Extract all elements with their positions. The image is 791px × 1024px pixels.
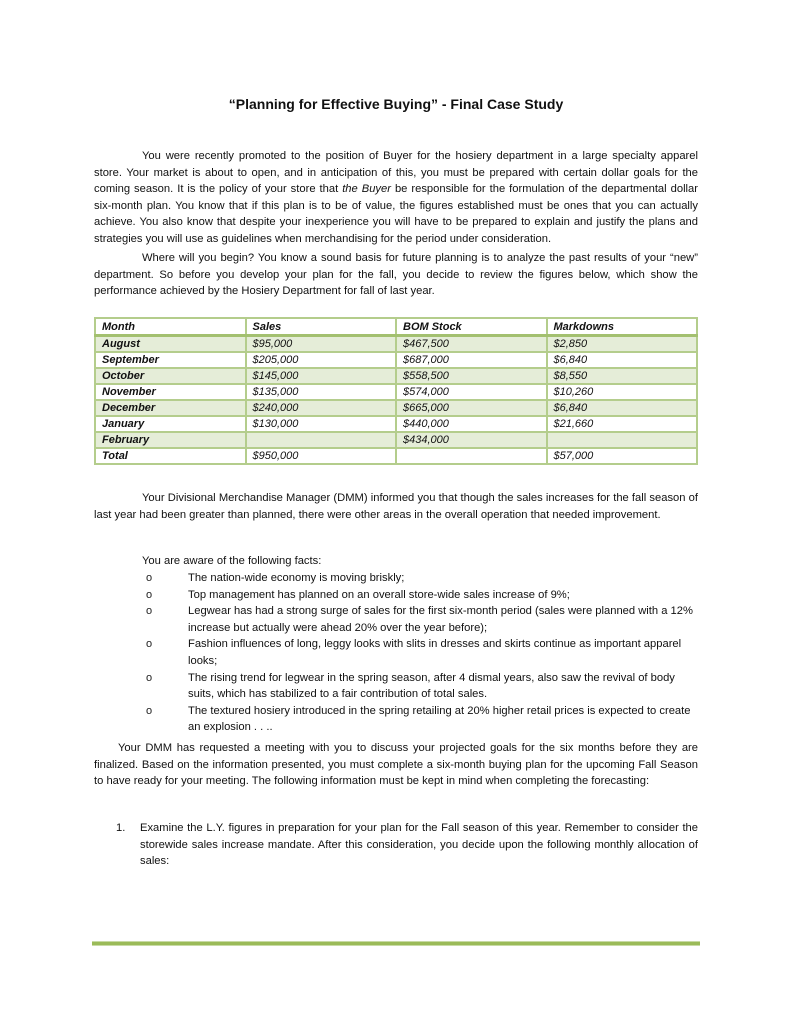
cell-markdowns: $2,850: [547, 336, 698, 353]
fact-text: Legwear has had a strong surge of sales for the first six-month period (sales were planned with a 12% increase but actually were ahead 20% over the year before);: [188, 605, 693, 634]
header-month: Month: [95, 318, 246, 336]
facts-list: [142, 570, 698, 736]
cell-sales: $135,000: [246, 384, 397, 400]
cell-markdowns: $57,000: [547, 448, 698, 464]
cell-bom: $687,000: [396, 352, 547, 368]
meeting-paragraph: Your DMM has requested a meeting with you to discuss your projected goals for the six months before they are finalized. Based on the information presented, you must complete a six-month buying plan for the upcoming Fall Season to have ready for your meeting. The following information must be kept in mind when completing the forecasting:: [94, 742, 698, 788]
intro-italic-buyer: the Buyer: [342, 183, 391, 196]
header-sales: Sales: [246, 318, 397, 336]
cell-markdowns: $10,260: [547, 384, 698, 400]
cell-month: November: [95, 384, 246, 400]
list-item: [94, 820, 698, 870]
intro-text-start: You were recently promoted to the position of Buyer for the hosiery department in a large specialty apparel store. Your market is about to open, and in anticipation of this, you must be prepared with certain dollar goals for the coming season. It is the policy of your store that: [94, 150, 698, 196]
table-header-row: [95, 318, 697, 336]
last-year-figures-table: [94, 317, 698, 465]
table-row: [95, 352, 697, 368]
list-item: [142, 703, 698, 736]
cell-bom: $665,000: [396, 400, 547, 416]
cell-sales: $205,000: [246, 352, 397, 368]
fact-text: The nation-wide economy is moving briskly;: [188, 572, 405, 584]
cell-sales: $950,000: [246, 448, 397, 464]
cell-month: Total: [95, 448, 246, 464]
cell-bom: $558,500: [396, 368, 547, 384]
cell-bom: [396, 448, 547, 464]
cell-month: January: [95, 416, 246, 432]
table-row: [95, 368, 697, 384]
dmm-paragraph: Your Divisional Merchandise Manager (DMM) informed you that though the sales increases for the fall season of last year had been greater than planned, there were other areas in the overall operation that needed improvement.: [94, 492, 698, 521]
cell-sales: [246, 432, 397, 448]
table-row: [95, 432, 697, 448]
cell-month: February: [95, 432, 246, 448]
list-item: [142, 570, 698, 587]
cell-sales: $240,000: [246, 400, 397, 416]
table-row: [95, 384, 697, 400]
cell-markdowns: $6,840: [547, 400, 698, 416]
list-item: [142, 636, 698, 669]
cell-month: October: [95, 368, 246, 384]
list-item: [142, 603, 698, 636]
list-item: [142, 587, 698, 604]
page-title: “Planning for Effective Buying” - Final Case Study: [228, 96, 564, 112]
intro-text-end: be responsible for the formulation of the departmental dollar six-month plan. You know that if this plan is to be of value, the figures established must be ones that you can actually achieve. You also know that despite your inexperience you will have to be prepared to explain and justify the plans and strategies you will use as guidelines when merchandising for the period under consideration.: [94, 183, 698, 245]
cell-sales: $95,000: [246, 336, 397, 353]
fact-text: Top management has planned on an overall store-wide sales increase of 9%;: [188, 588, 570, 601]
circle-bullet-icon: o: [146, 605, 153, 618]
list-item: [142, 670, 698, 703]
cell-month: December: [95, 400, 246, 416]
circle-bullet-icon: o: [146, 572, 153, 584]
footer-divider: [92, 941, 700, 946]
header-markdowns: Markdowns: [547, 318, 698, 336]
circle-bullet-icon: o: [146, 638, 153, 651]
cell-markdowns: $8,550: [547, 368, 698, 384]
fact-text: Fashion influences of long, leggy looks with slits in dresses and skirts continue as important apparel looks;: [188, 638, 682, 667]
circle-bullet-icon: o: [146, 704, 153, 717]
cell-markdowns: $6,840: [547, 352, 698, 368]
steps-list: [94, 820, 698, 870]
fact-text: The rising trend for legwear in the spring season, after 4 dismal years, also saw the revival of body suits, which has stabilized to a fair contribution of total sales.: [188, 671, 675, 701]
cell-sales: $130,000: [246, 416, 397, 432]
table-row: [95, 400, 697, 416]
intro-paragraph: [94, 148, 698, 248]
cell-markdowns: $21,660: [547, 416, 698, 432]
cell-month: August: [95, 336, 246, 353]
cell-bom: $440,000: [396, 416, 547, 432]
facts-lead: You are aware of the following facts:: [142, 555, 322, 567]
cell-bom: $467,500: [396, 336, 547, 353]
table-total-row: [95, 448, 697, 464]
cell-bom: $574,000: [396, 384, 547, 400]
fact-text: The textured hosiery introduced in the spring retailing at 20% higher retail prices is expected to create an explosion . . ..: [188, 704, 691, 734]
cell-markdowns: [547, 432, 698, 448]
circle-bullet-icon: o: [146, 588, 153, 601]
cell-bom: $434,000: [396, 432, 547, 448]
step-text: Examine the L.Y. figures in preparation for your plan for the Fall season of this year. Remember to consider the storewide sales increase mandate. After this consideration, you decide upon the following monthly allocation of sales:: [140, 822, 698, 868]
cell-sales: $145,000: [246, 368, 397, 384]
step-number: 1.: [116, 822, 126, 834]
where-paragraph: Where will you begin? You know a sound basis for future planning is to analyze the past results of your “new” department. So before you develop your plan for the fall, you decide to review the figures below, which show the performance achieved by the Hosiery Department for fall of last year.: [94, 252, 698, 298]
table-row: [95, 416, 697, 432]
circle-bullet-icon: o: [146, 671, 153, 684]
cell-month: September: [95, 352, 246, 368]
table-row: [95, 336, 697, 353]
header-bom-stock: BOM Stock: [396, 318, 547, 336]
